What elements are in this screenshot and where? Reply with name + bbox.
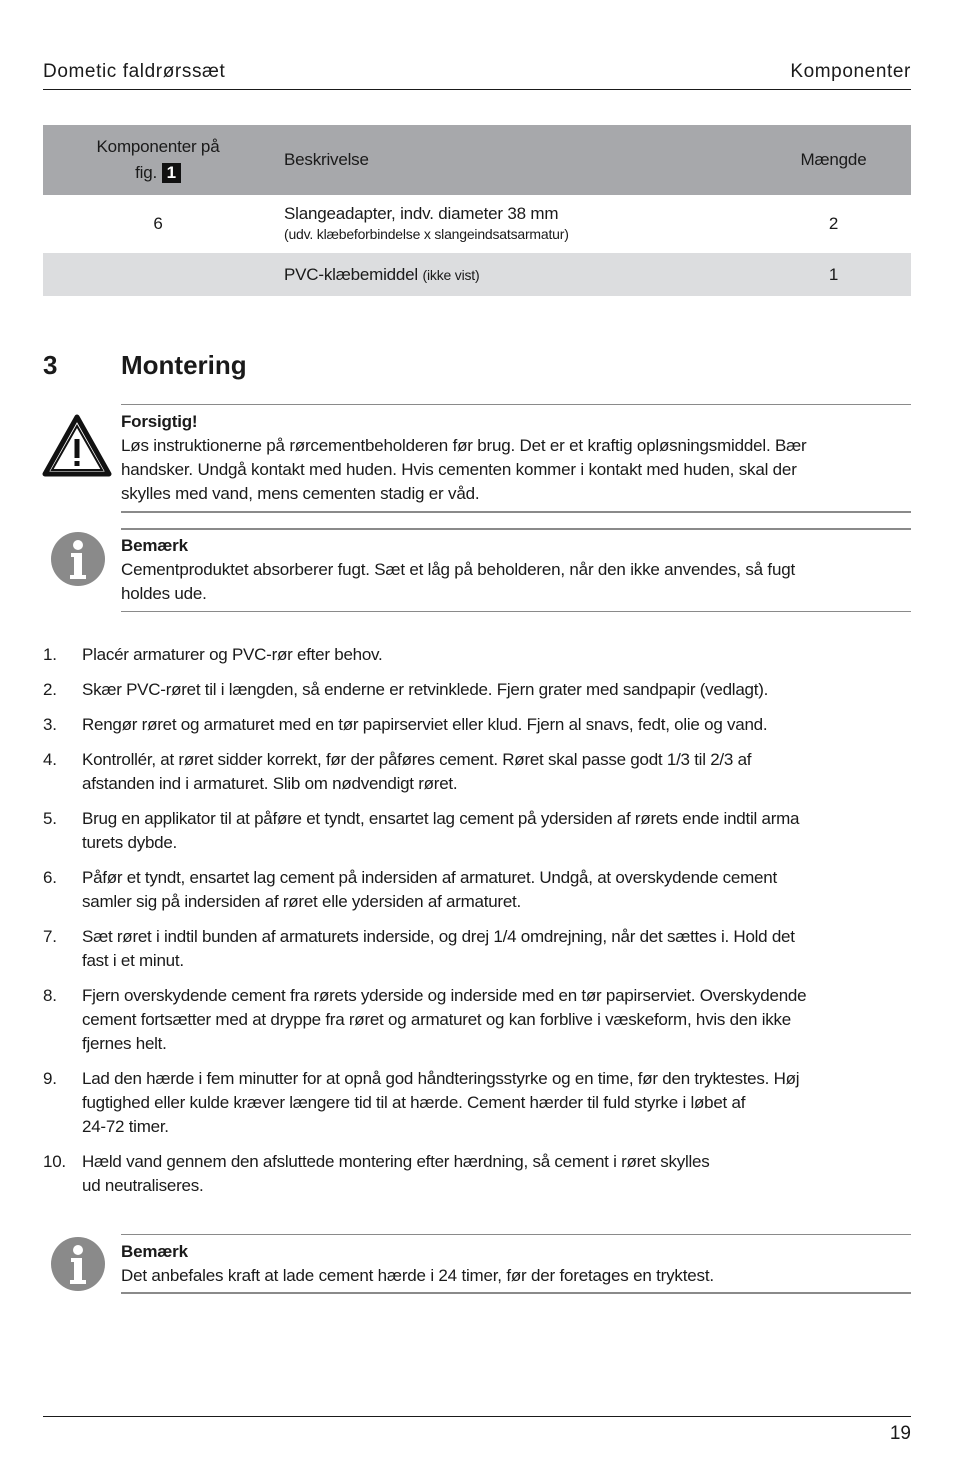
figure-badge: 1 bbox=[162, 163, 181, 183]
step-number: 10. bbox=[43, 1152, 66, 1171]
step-number: 2. bbox=[43, 680, 57, 699]
step-number: 4. bbox=[43, 750, 57, 769]
step-text: Kontrollér, at røret sidder korrekt, før der påføres cement. Røret skal passe godt 1/3 til 2/3 af afstanden ind i armaturet. Slib om nødvendigt røret. bbox=[82, 750, 752, 793]
step-text: Påfør et tyndt, ensartet lag cement på indersiden af armaturet. Undgå, at overskydende cement samler sig på indersiden af røret elle ydersiden af armaturet. bbox=[82, 868, 777, 911]
step-number: 8. bbox=[43, 986, 57, 1005]
step-text: Skær PVC-røret til i længden, så enderne er retvinklede. Fjern grater med sandpapir (vedlagt). bbox=[82, 680, 769, 699]
col-quantity: Mængde bbox=[756, 125, 911, 195]
step-number: 7. bbox=[43, 927, 57, 946]
col-component: Komponenter på fig. 1 bbox=[43, 125, 273, 195]
info-icon bbox=[51, 532, 105, 586]
step-number: 9. bbox=[43, 1069, 57, 1088]
note-absorb: Bemærk Cementproduktet absorberer fugt. Sæt et låg på beholderen, når den ikke anvendes, så fugt holdes ude. bbox=[121, 536, 795, 603]
info-icon bbox=[51, 1237, 105, 1291]
step-number: 3. bbox=[43, 715, 57, 734]
components-table bbox=[43, 125, 911, 296]
section-title: Montering bbox=[121, 350, 247, 380]
step-text: Lad den hærde i fem minutter for at opnå god håndteringsstyrke og en time, før den tryktestes. Høj fugtighed eller kulde kræver længere tid til at hærde. Cement hærder til fuld styrke i løbet af 24-72 timer. bbox=[82, 1069, 800, 1136]
document-title: Dometic faldrørssæt bbox=[43, 61, 226, 82]
note-curing: Bemærk Det anbefales kraft at lade cement hærde i 24 timer, før der foretages en tryktest. bbox=[121, 1242, 714, 1285]
step-text: Hæld vand gennem den afsluttede montering efter hærdning, så cement i røret skylles ud neutraliseres. bbox=[82, 1152, 710, 1195]
step-text: Brug en applikator til at påføre et tyndt, ensartet lag cement på ydersiden af rørets ende indtil arma turets dybde. bbox=[82, 809, 800, 852]
section-header: Komponenter bbox=[790, 61, 911, 82]
col-description: Beskrivelse bbox=[273, 125, 756, 195]
header-rule bbox=[43, 89, 911, 90]
warning-icon bbox=[42, 414, 112, 478]
section-number: 3 bbox=[43, 350, 58, 380]
caution-notice: Forsigtig! Løs instruktionerne på rørcementbeholderen før brug. Det er et kraftig opløsningsmiddel. Bær handsker. Undgå kontakt med huden. Hvis cementen kommer i kontakt med huden, skal der skylles med vand, mens cementen stadig er våd. bbox=[121, 412, 807, 503]
step-text: Fjern overskydende cement fra rørets yderside og inderside med en tør papirserviet. Overskydende cement fortsætter med at dryppe fra røret og armaturet og kan forblive i væskeform, hvis den ikke fjernes helt. bbox=[82, 986, 807, 1053]
table-row: PVC-klæbemiddel (ikke vist) 1 bbox=[43, 253, 911, 296]
page-number: 19 bbox=[889, 1423, 911, 1444]
step-number: 5. bbox=[43, 809, 57, 828]
step-text: Rengør røret og armaturet med en tør papirserviet eller klud. Fjern al snavs, fedt, olie og vand. bbox=[82, 715, 768, 734]
step-text: Sæt røret i indtil bunden af armaturets inderside, og drej 1/4 omdrejning, når det sættes i. Hold det fast i et minut. bbox=[82, 927, 795, 970]
step-number: 6. bbox=[43, 868, 57, 887]
table-row: 6 Slangeadapter, indv. diameter 38 mm (udv. klæbeforbindelse x slangeindsatsarmatur) 2 bbox=[153, 204, 839, 242]
step-text: Placér armaturer og PVC-rør efter behov. bbox=[82, 645, 383, 664]
step-number: 1. bbox=[43, 645, 57, 664]
